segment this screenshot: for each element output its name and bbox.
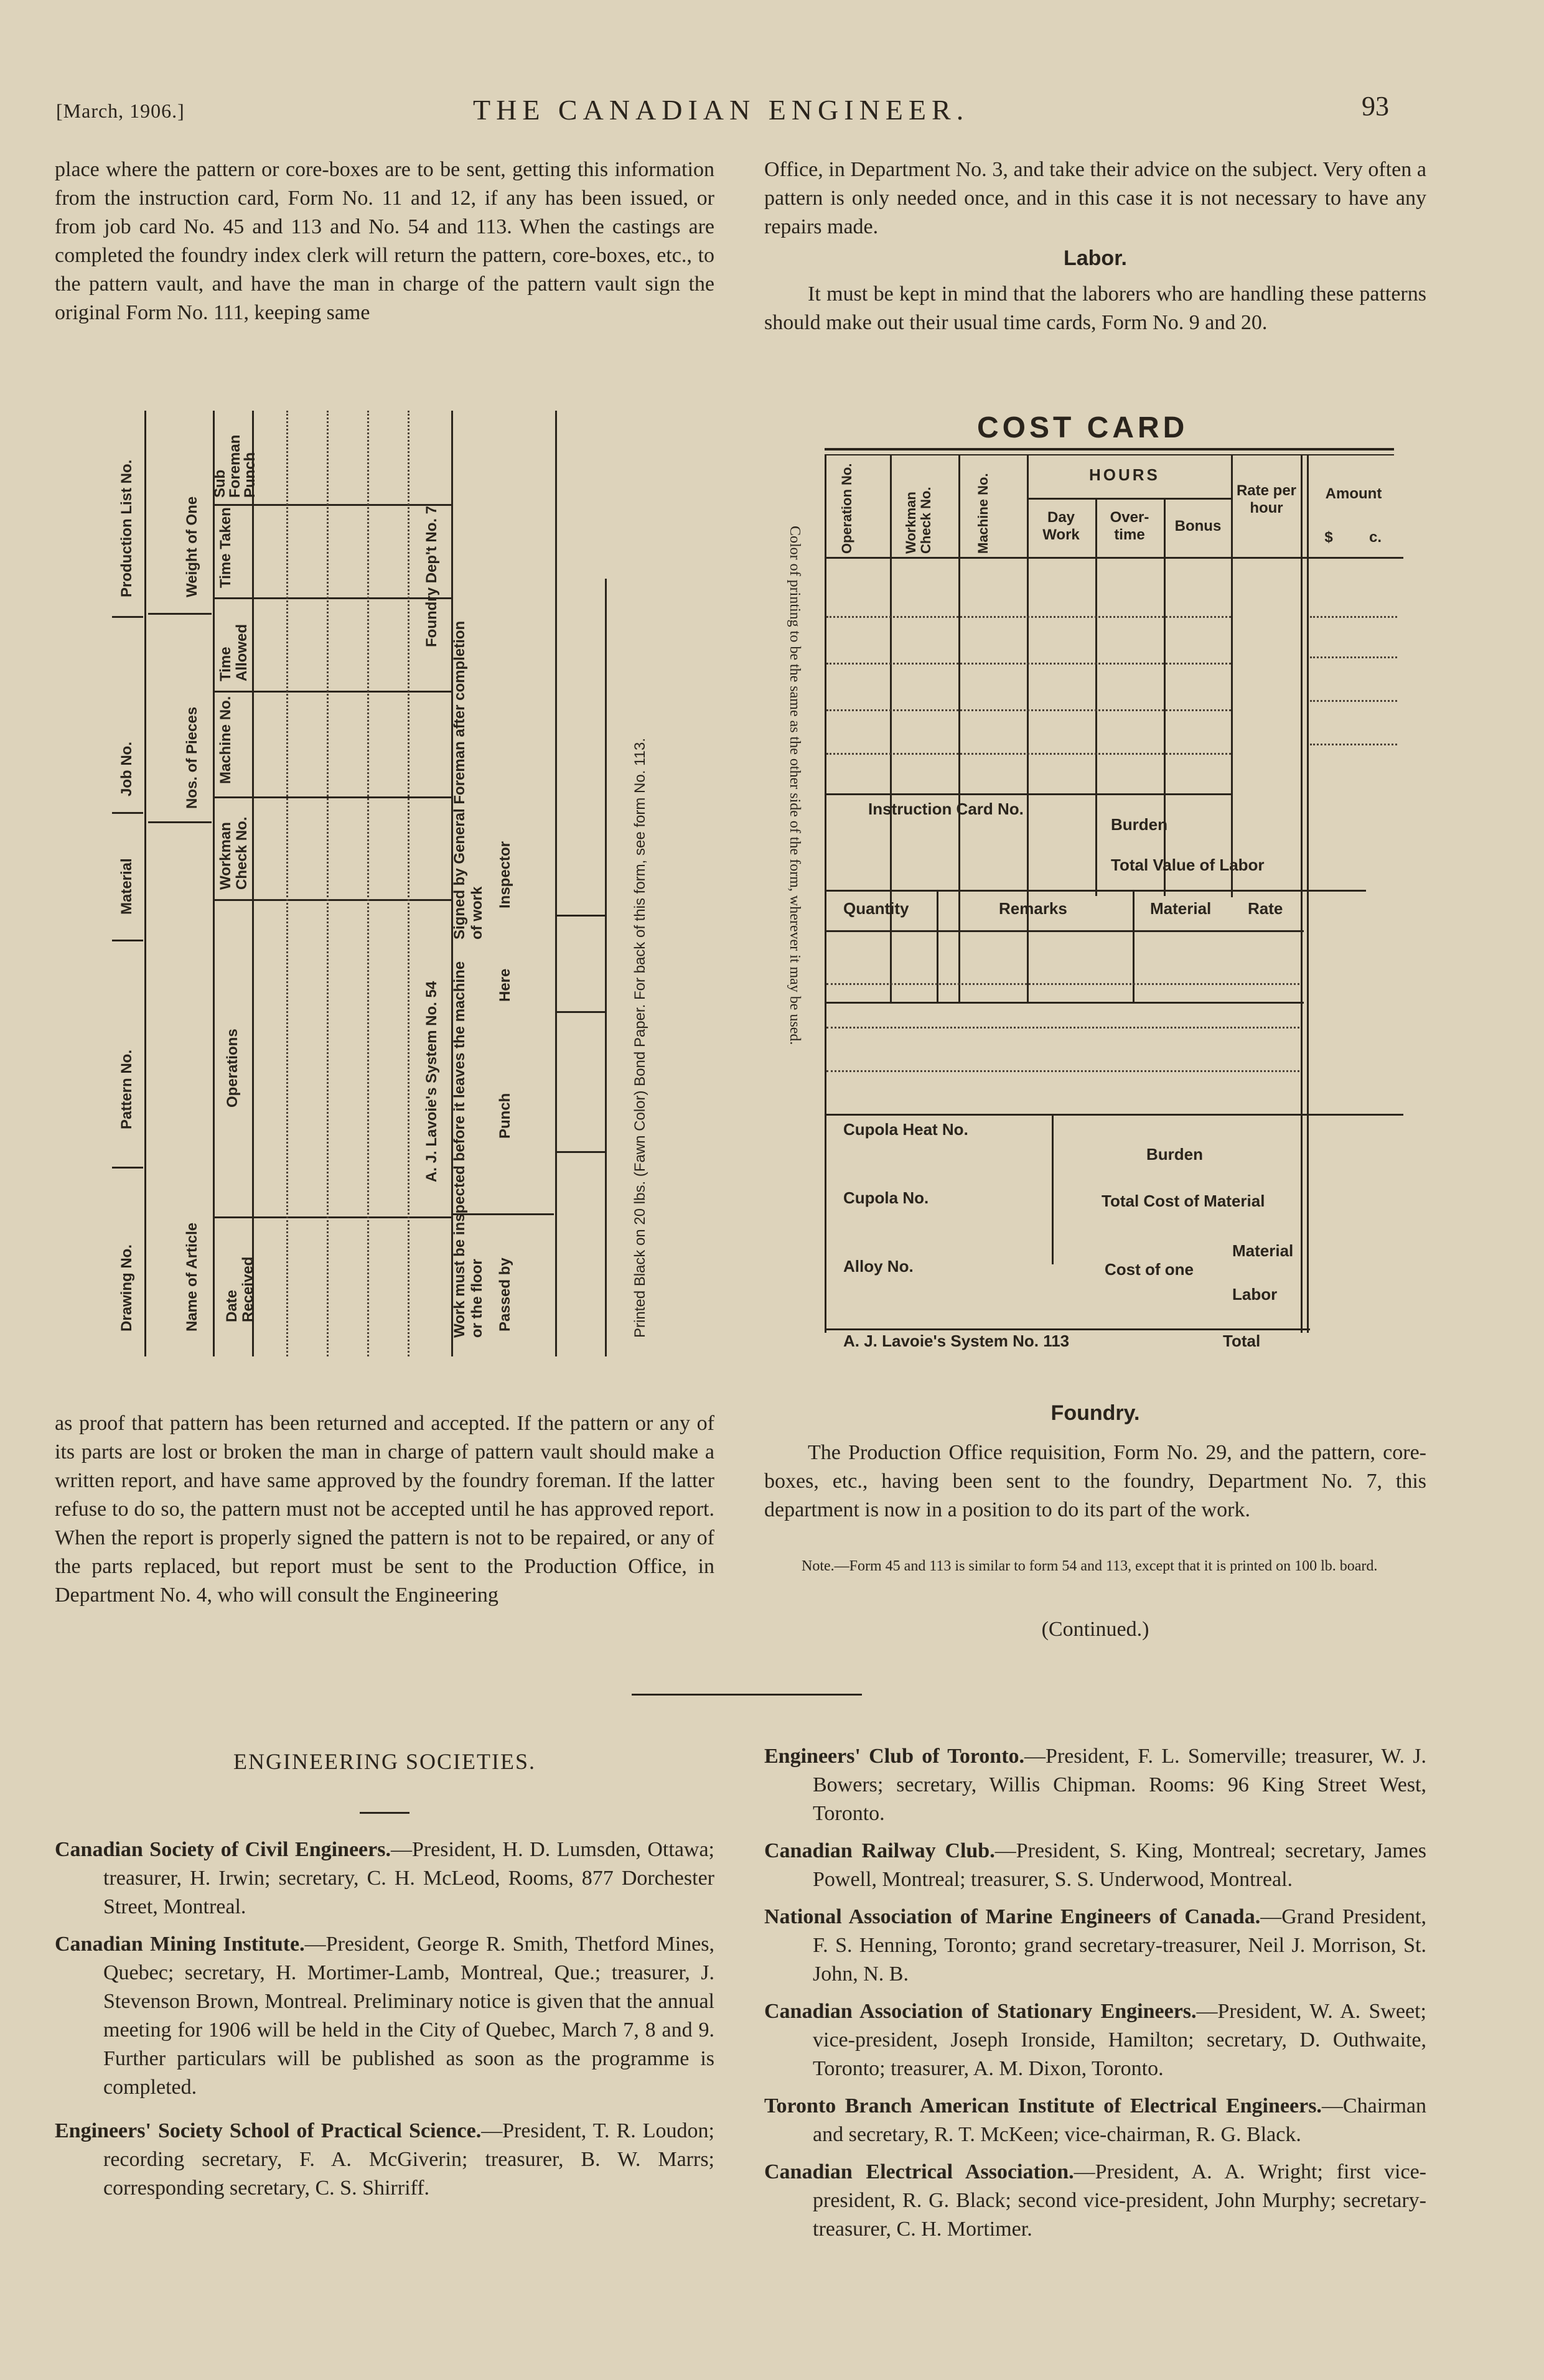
label-sub-foreman-punch: Sub Foreman Punch [212, 434, 258, 498]
society-name: Canadian Society of Civil Engineers. [55, 1838, 391, 1861]
society-name: Toronto Branch American Institute of Electrical Engineers. [764, 2094, 1322, 2117]
society-name: Canadian Railway Club. [764, 1839, 995, 1862]
cc-system: A. J. Lavoie's System No. 113 [843, 1332, 1070, 1350]
cc-instruction-card: Instruction Card No. [868, 800, 1024, 818]
society-name: Canadian Mining Institute. [55, 1933, 305, 1956]
society-entry [55, 1930, 714, 2102]
cc-material-2: Material [1232, 1241, 1294, 1260]
signed-note: Signed by General Foreman after completion of work [451, 620, 485, 940]
label-operations: Operations [224, 1029, 241, 1108]
cc-labor: Labor [1232, 1285, 1278, 1304]
societies-left-list [55, 1836, 714, 2211]
punch-label: Punch [497, 1093, 513, 1139]
here-label: Here [497, 968, 513, 1002]
cc-operation-no: Operation No. [839, 463, 854, 554]
cc-dollar: $ [1324, 529, 1333, 546]
label-time-allowed: Time Allowed [217, 623, 250, 681]
label-time-taken: Time Taken [217, 507, 234, 588]
label-pattern-no: Pattern No. [118, 1049, 135, 1129]
cc-total: Total [1223, 1332, 1261, 1350]
society-entry [764, 1903, 1426, 1989]
cc-total-value-labor: Total Value of Labor [1111, 856, 1265, 874]
society-entry [764, 1997, 1426, 2083]
society-entry [55, 2117, 714, 2203]
society-name: Canadian Electrical Association. [764, 2160, 1074, 2183]
society-name: Canadian Association of Stationary Engineers. [764, 2000, 1197, 2023]
labor-heading: Labor. [1063, 246, 1128, 270]
continued-label: (Continued.) [1041, 1618, 1149, 1641]
society-name: National Association of Marine Engineers of Canada. [764, 1905, 1261, 1928]
form-note: Note.—Form 45 and 113 is similar to form 54 and 113, except that it is printed on 100 lb. board. [802, 1558, 1378, 1574]
cc-cents: c. [1369, 529, 1382, 546]
label-material: Material [118, 858, 135, 915]
society-name: Engineers' Society School of Practical Science. [55, 2119, 482, 2142]
cc-machine-no: Machine No. [975, 473, 991, 554]
middle-left-paragraph: as proof that pattern has been returned and accepted. If the pattern or any of its parts are lost or broken the man in charge of pattern vault should make a written report, and have same approved by the foundry foreman. If the latter refuse to do so, the pattern must not be accepted until he has approved report. When the report is properly signed the pattern is not to be repaired, or any of the parts replaced, but report must be sent to the Production Office, in Department No. 4, who will consult the Engineering [55, 1412, 714, 1607]
societies-right-list [764, 1742, 1426, 2252]
label-weight-of-one: Weight of One [184, 496, 200, 597]
society-name: Engineers' Club of Toronto. [764, 1745, 1025, 1768]
cc-workman-check-no: Workman Check No. [903, 487, 933, 554]
journal-title: THE CANADIAN ENGINEER. [473, 94, 970, 126]
label-drawing-no: Drawing No. [118, 1244, 135, 1332]
cc-rate: Rate [1248, 899, 1283, 918]
society-details: —President, S. King, Montreal; secretary, James Powell, Montreal; treasurer, S. S. Underwood, Montreal. [813, 1839, 1427, 1891]
cc-quantity: Quantity [843, 899, 909, 918]
cc-cupola-no: Cupola No. [843, 1188, 929, 1207]
societies-heading: ENGINEERING SOCIETIES. [233, 1749, 536, 1774]
cc-material: Material [1150, 899, 1212, 918]
cc-cupola-heat: Cupola Heat No. [843, 1120, 968, 1139]
society-details: —Grand President, F. S. Henning, Toronto; grand secretary-treasurer, Neil J. Morrison, St. John, N. B. [813, 1905, 1426, 1986]
top-right-paragraph: Office, in Department No. 3, and take their advice on the subject. Very often a pattern is only needed once, and in this case it is not necessary to have any repairs made. [764, 158, 1426, 238]
cc-hours: HOURS [1089, 465, 1160, 484]
cost-card-title: COST CARD [977, 411, 1189, 444]
form54-system-label: A. J. Lavoie's System No. 54 [423, 981, 440, 1182]
cc-burden: Burden [1111, 815, 1167, 834]
label-name-of-article: Name of Article [184, 1222, 200, 1332]
society-entry [764, 1837, 1426, 1894]
cost-card-side-note: Color of printing to be the same as the other side of the form, wherever it may be used. [787, 526, 803, 1045]
cc-alloy-no: Alloy No. [843, 1257, 914, 1276]
foundry-dept-label: Foundry Dep't No. 7 [423, 505, 440, 647]
society-entry [55, 1836, 714, 1921]
cc-day-work: Day Work [1042, 509, 1080, 543]
top-left-paragraph: place where the pattern or core-boxes are to be sent, getting this information from the instruction card, Form No. 11 and 12, if any has been issued, or from job card No. 45 and 113 and No. 54 and 113. When the castings are completed the foundry index clerk will return the pattern, core-boxes, etc., to the pattern vault, and have the man in charge of the pattern vault sign the original Form No. 111, keeping same [55, 158, 714, 324]
cc-overtime: Over-time [1110, 509, 1149, 543]
society-details: —Chairman and secretary, R. T. McKeen; vice-chairman, R. G. Black. [813, 2094, 1426, 2146]
foundry-heading: Foundry. [1050, 1401, 1140, 1425]
form-54-table [106, 404, 666, 1363]
society-entry [764, 2092, 1426, 2149]
label-workman-check-no: Workman Check No. [217, 816, 250, 890]
inspect-note: Work must be inspected before it leaves the machine or the floor [451, 961, 485, 1338]
cc-cost-of-one: Cost of one [1105, 1260, 1194, 1279]
label-date-received: Date Received [223, 1256, 256, 1322]
society-entry [764, 2158, 1426, 2244]
cc-burden-2: Burden [1146, 1145, 1203, 1164]
cc-bonus: Bonus [1174, 518, 1222, 534]
form54-printed-note: Printed Black on 20 lbs. (Fawn Color) Bond Paper. For back of this form, see form No. 113. [632, 738, 648, 1338]
society-details: —President, A. A. Wright; first vice-president, R. G. Black; second vice-president, John Murphy; secretary-treasurer, C. H. Mortimer. [813, 2160, 1426, 2241]
labor-paragraph: It must be kept in mind that the laborers who are handling these patterns should make out their usual time cards, Form No. 9 and 20. [764, 282, 1426, 334]
cc-remarks: Remarks [999, 899, 1067, 918]
cost-card [765, 398, 1425, 1356]
inspector-label: Inspector [497, 841, 513, 908]
cc-rate-per-hour: Rate per hour [1236, 482, 1297, 516]
page-number: 93 [1362, 91, 1389, 121]
label-machine-no: Machine No. [217, 696, 234, 784]
passed-by-label: Passed by [497, 1258, 513, 1332]
society-entry [764, 1742, 1426, 1828]
label-production-list-no: Production List No. [118, 459, 135, 597]
society-details: —President, W. A. Sweet; vice-president, Joseph Ironside, Hamilton; secretary, D. Outhwaite, Toronto; treasurer, A. M. Dixon, Toronto. [813, 2000, 1426, 2080]
society-details: —President, H. D. Lumsden, Ottawa; treasurer, H. Irwin; secretary, C. H. McLeod, Rooms, 877 Dorchester Street, Montreal. [103, 1838, 714, 1918]
label-job-no: Job No. [118, 742, 135, 796]
society-details: —President, George R. Smith, Thetford Mines, Quebec; secretary, H. Mortimer-Lamb, Montreal, Que.; treasurer, J. Stevenson Brown, Montreal. Preliminary notice is given that the annual meeting for 1906 will be held in the City of Quebec, March 7, 8 and 9. Further particulars will be published as soon as the programme is completed. [103, 1933, 714, 2099]
society-details: —President, F. L. Somerville; treasurer, W. J. Bowers; secretary, Willis Chipman. Rooms: 96 King Street West, Toronto. [813, 1745, 1426, 1825]
cc-total-cost-material: Total Cost of Material [1102, 1192, 1265, 1210]
label-nos-of-pieces: Nos. of Pieces [184, 706, 200, 809]
society-details: —President, T. R. Loudon; recording secretary, F. A. McGiverin; treasurer, B. W. Marrs; corresponding secretary, C. S. Shirriff. [103, 2119, 714, 2200]
cc-amount: Amount [1325, 485, 1382, 502]
issue-date: [March, 1906.] [56, 100, 185, 122]
foundry-paragraph: The Production Office requisition, Form No. 29, and the pattern, core-boxes, etc., having been sent to the foundry, Department No. 7, this department is now in a position to do its part of the work. [764, 1441, 1426, 1521]
